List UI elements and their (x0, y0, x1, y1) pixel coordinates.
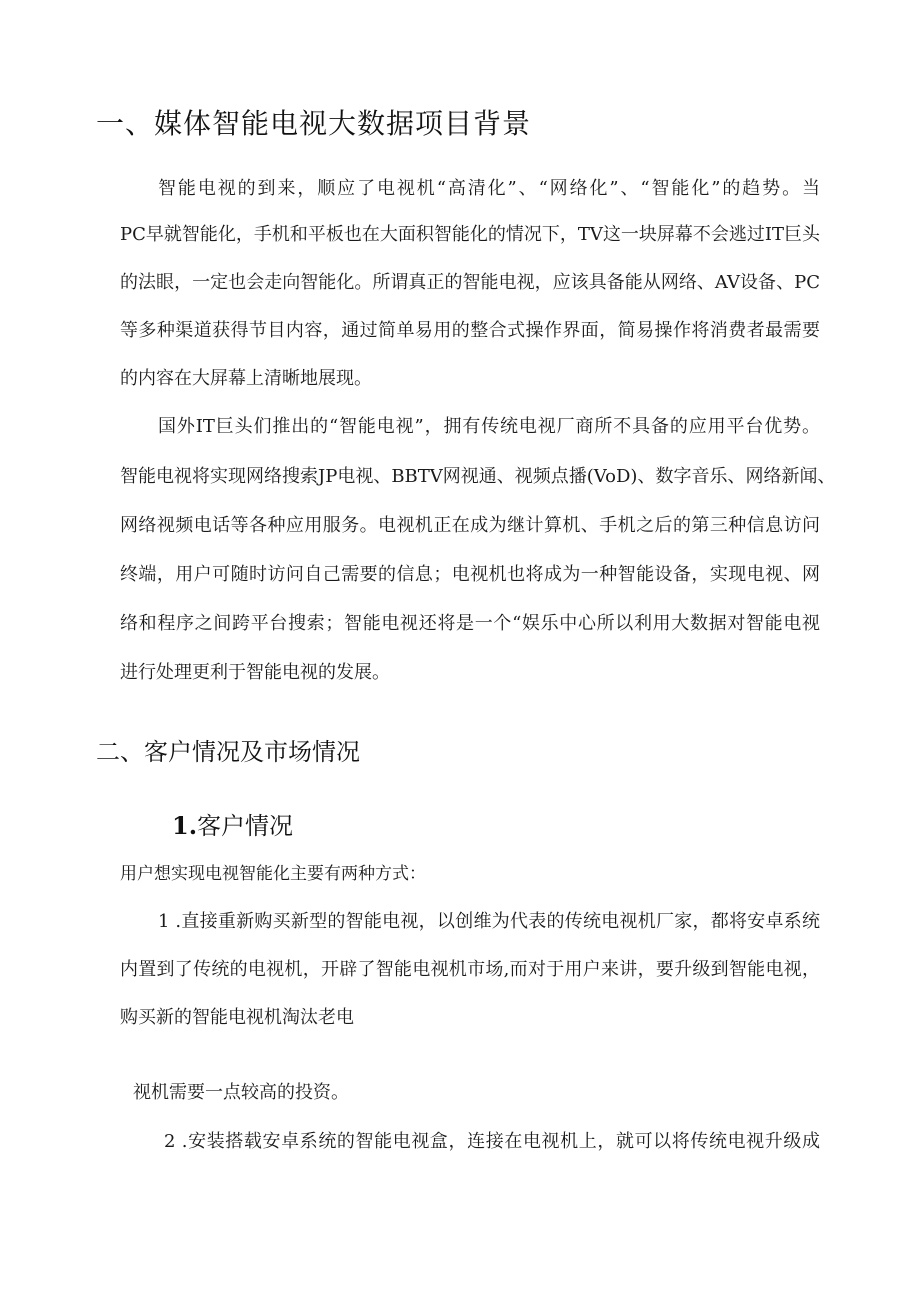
paragraph-line: PC早就智能化，手机和平板也在大面积智能化的情况下，TV这一块屏幕不会逃过IT巨头 (120, 224, 821, 245)
section2-heading: 二、客户情况及市场情况 (96, 738, 360, 766)
list-item-line: 内置到了传统的电视机，开辟了智能电视机市场,而对于用户来讲，要升级到智能电视， (120, 959, 820, 980)
paragraph-line: 的内容在大屏幕上清晰地展现。 (120, 368, 372, 389)
paragraph-line: 等多种渠道获得节目内容，通过简单易用的整合式操作界面，简易操作将消费者最需要 (120, 320, 820, 341)
intro-text: 用户想实现电视智能化主要有两种方式： (120, 864, 426, 884)
paragraph-line: 络和程序之间跨平台搜索；智能电视还将是一个“娱乐中心所以利用大数据对智能电视 (120, 613, 820, 634)
list-item-2: 2 .安装搭载安卓系统的智能电视盒，连接在电视机上，就可以将传统电视升级成 (164, 1131, 820, 1152)
list-item-continuation: 视机需要一点较高的投资。 (133, 1082, 349, 1103)
paragraph-line: 智能电视将实现网络搜索JP电视、BBTV网视通、视频点播(VoD)、数字音乐、网络新闻、 (120, 466, 836, 487)
list-item-line: 1 .直接重新购买新型的智能电视，以创维为代表的传统电视机厂家，都将安卓系统 (158, 911, 820, 932)
paragraph-line: 进行处理更利于智能电视的发展。 (120, 662, 390, 683)
section1-heading: 一、媒体智能电视大数据项目背景 (96, 107, 532, 140)
paragraph-line: 智能电视的到来，顺应了电视机“高清化”、“网络化”、“智能化”的趋势。当 (158, 178, 820, 199)
subsection-number: 1. (172, 811, 198, 840)
subsection-title: 客户情况 (197, 812, 294, 840)
subsection-heading (172, 806, 293, 841)
paragraph-line: 终端，用户可随时访问自己需要的信息；电视机也将成为一种智能设备，实现电视、网 (120, 564, 820, 585)
paragraph-line: 国外IT巨头们推出的“智能电视”，拥有传统电视厂商所不具备的应用平台优势。 (158, 416, 820, 437)
paragraph-line: 网络视频电话等各种应用服务。电视机正在成为继计算机、手机之后的第三种信息访问 (120, 515, 820, 536)
paragraph-line: 的法眼，一定也会走向智能化。所谓真正的智能电视，应该具备能从网络、AV设备、PC (120, 272, 820, 293)
list-item-line: 购买新的智能电视机淘汰老电 (120, 1007, 354, 1028)
